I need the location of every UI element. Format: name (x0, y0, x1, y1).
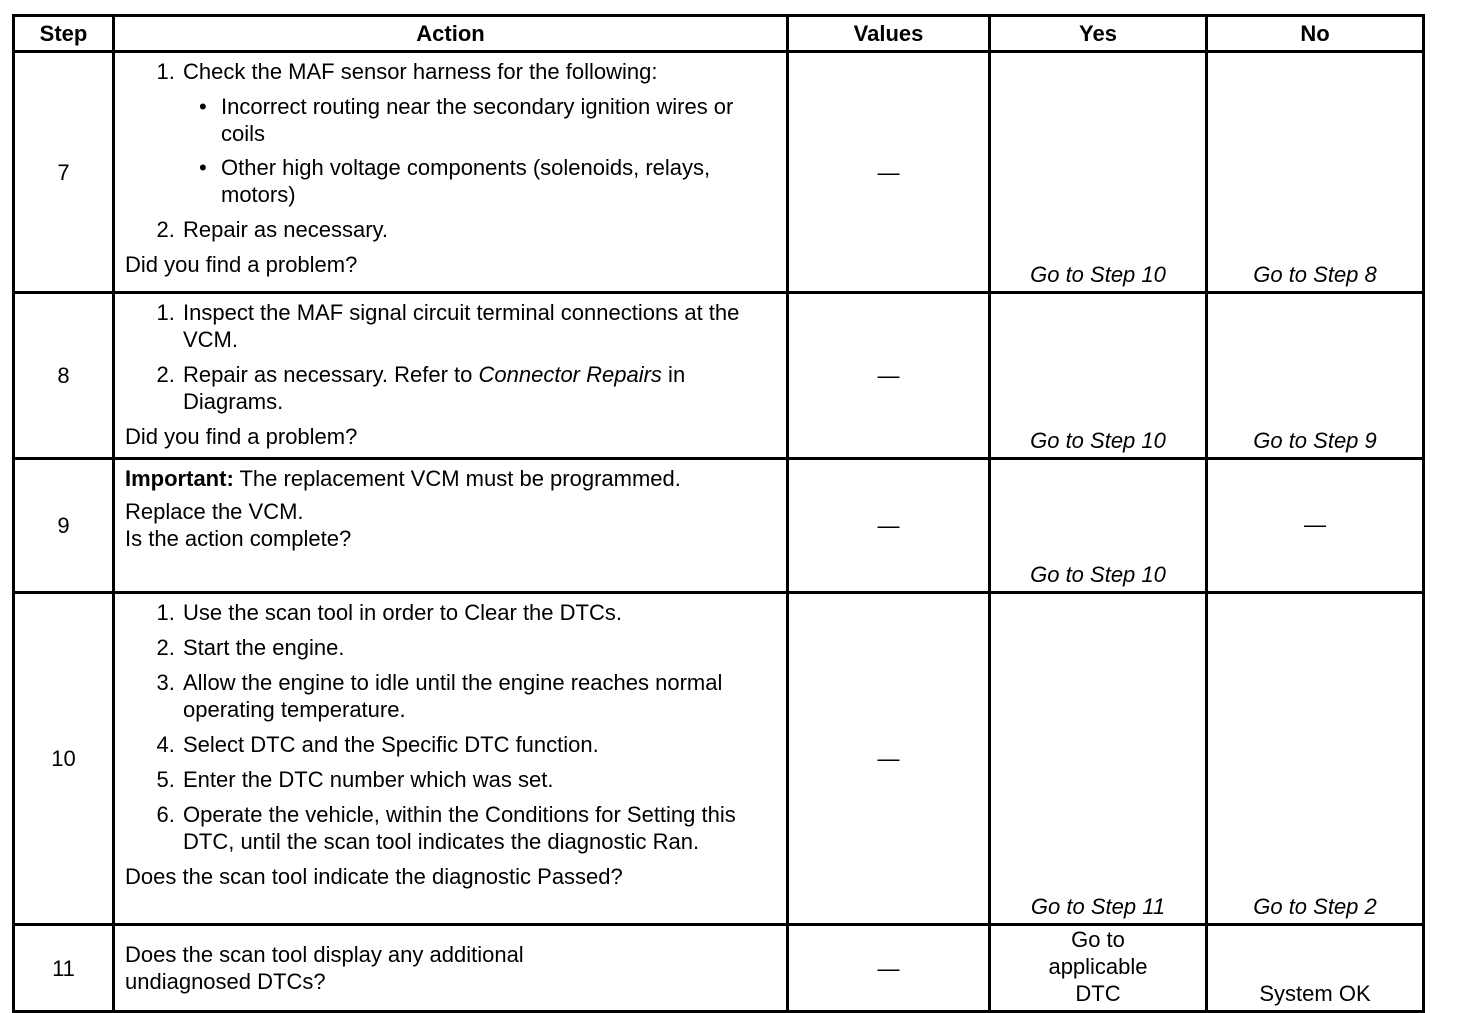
action-question: Did you find a problem? (125, 252, 358, 277)
step-number: 7 (14, 52, 114, 293)
values-cell: — (788, 459, 990, 593)
action-item-text: in Diagrams. (183, 362, 686, 414)
header-yes: Yes (990, 16, 1207, 52)
header-no: No (1207, 16, 1424, 52)
action-question: Does the scan tool indicate the diagnostic Passed? (125, 864, 623, 889)
bullet-item: • Incorrect routing near the secondary ignition wires or coils (219, 93, 776, 147)
action-question: Does the scan tool display any additional undiagnosed DTCs? (125, 942, 524, 994)
table-row (14, 52, 1424, 293)
important-note (125, 465, 776, 492)
action-item: 4. Select DTC and the Specific DTC function. (181, 731, 776, 758)
table-row (14, 593, 1424, 925)
action-item-text: Check the MAF sensor harness for the following: (183, 59, 658, 84)
yes-cell: Go to applicable DTC (990, 925, 1207, 1012)
action-item: 1. Inspect the MAF signal circuit terminal connections at the VCM. (181, 299, 776, 353)
action-item: 6. Operate the vehicle, within the Conditions for Setting this DTC, until the scan tool indicates the diagnostic Ran. (181, 801, 776, 855)
action-cell (114, 925, 788, 1012)
action-item (181, 361, 776, 415)
no-cell: Go to Step 9 (1207, 293, 1424, 459)
table-row (14, 459, 1424, 593)
step-number: 10 (14, 593, 114, 925)
action-item: 3. Allow the engine to idle until the engine reaches normal operating temperature. (181, 669, 776, 723)
action-cell (114, 459, 788, 593)
action-item: 2. Start the engine. (181, 634, 776, 661)
values-cell: — (788, 293, 990, 459)
diagnostic-table (12, 14, 1425, 1013)
bullet-item: • Other high voltage components (solenoids, relays, motors) (219, 154, 776, 208)
action-question: Did you find a problem? (125, 424, 358, 449)
header-values: Values (788, 16, 990, 52)
action-item: 2. Repair as necessary. (181, 216, 776, 243)
table-row (14, 925, 1424, 1012)
header-step: Step (14, 16, 114, 52)
values-cell: — (788, 52, 990, 293)
action-question: Is the action complete? (125, 526, 352, 551)
no-cell: System OK (1207, 925, 1424, 1012)
action-cell (114, 293, 788, 459)
yes-cell: Go to Step 10 (990, 459, 1207, 593)
step-number: 11 (14, 925, 114, 1012)
header-action: Action (114, 16, 788, 52)
step-number: 9 (14, 459, 114, 593)
header-row (14, 16, 1424, 52)
yes-cell: Go to Step 10 (990, 293, 1207, 459)
action-item: 5. Enter the DTC number which was set. (181, 766, 776, 793)
table-row (14, 293, 1424, 459)
step-number: 8 (14, 293, 114, 459)
important-label: Important: (125, 466, 234, 491)
action-item: 1. Use the scan tool in order to Clear the DTCs. (181, 599, 776, 626)
no-cell: Go to Step 8 (1207, 52, 1424, 293)
action-item (181, 58, 776, 208)
action-cell (114, 52, 788, 293)
action-cell (114, 593, 788, 925)
action-line: Replace the VCM. (125, 499, 304, 524)
reference-link-text: Connector Repairs (478, 362, 662, 387)
action-item-text: Repair as necessary. Refer to (183, 362, 479, 387)
no-cell: — (1207, 459, 1424, 593)
no-cell: Go to Step 2 (1207, 593, 1424, 925)
important-text: The replacement VCM must be programmed. (233, 466, 681, 491)
values-cell: — (788, 593, 990, 925)
yes-cell: Go to Step 11 (990, 593, 1207, 925)
values-cell: — (788, 925, 990, 1012)
yes-cell: Go to Step 10 (990, 52, 1207, 293)
